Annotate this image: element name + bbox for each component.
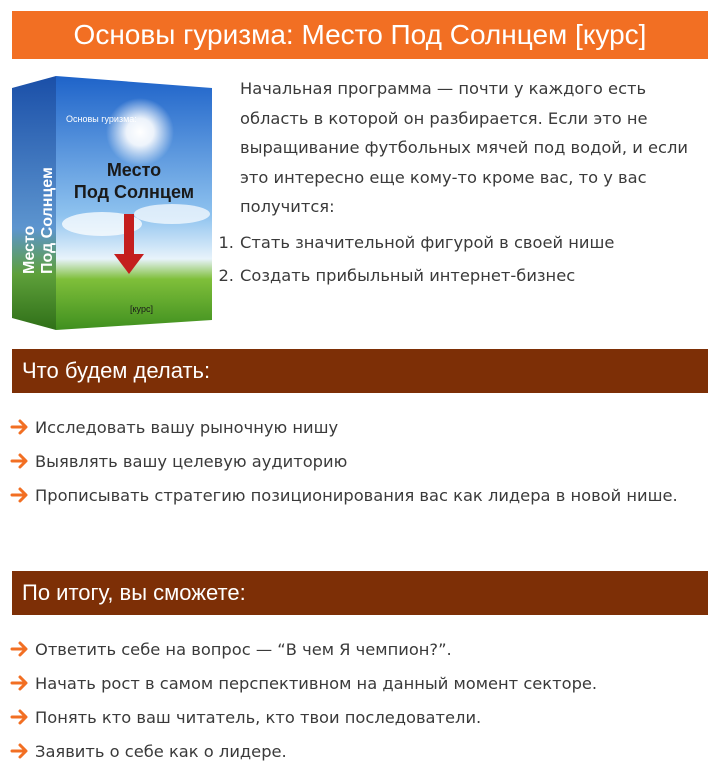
arrow-right-icon — [10, 418, 32, 436]
product-box-image — [12, 74, 222, 332]
section-heading-results: По итогу, вы сможете: — [12, 571, 708, 615]
page-title: Основы гуризма: Место Под Солнцем [курс] — [12, 11, 708, 59]
list-item — [10, 734, 597, 768]
list-item-text: Исследовать вашу рыночную нишу — [35, 417, 339, 437]
list-number: 2. — [218, 265, 234, 285]
list-item — [10, 700, 597, 734]
list-item-text: Ответить себе на вопрос — “В чем Я чемпион?”. — [35, 639, 452, 659]
box-side-line2: Под Солнцем — [39, 167, 56, 274]
list-item-text: Создать прибыльный интернет-бизнес — [240, 265, 576, 285]
list-item-text: Стать значительной фигурой в своей нише — [240, 232, 615, 252]
box-title-line1: Место — [106, 160, 162, 180]
arrow-right-icon — [10, 486, 32, 504]
arrow-right-icon — [10, 452, 32, 470]
list-item-text: Заявить о себе как о лидере. — [35, 741, 287, 761]
arrow-right-icon — [10, 742, 32, 760]
list-item — [10, 410, 678, 444]
intro-section — [12, 74, 712, 336]
intro-paragraph: Начальная программа — почти у каждого есть область в которой он разбирается. Если это не выращивание футбольных мячей под водой, и если это интересно еще кому-то кроме вас, то у вас получится: — [240, 79, 688, 216]
list-item — [218, 226, 710, 259]
box-top-label: Основы гуризма: — [66, 114, 137, 124]
box-title-line2: Под Солнцем — [73, 182, 195, 202]
list-item — [10, 444, 678, 478]
intro-text — [218, 74, 710, 292]
what-we-do-list — [10, 410, 678, 512]
list-item — [10, 632, 597, 666]
arrow-right-icon — [10, 674, 32, 692]
list-item-text: Понять кто ваш читатель, кто твои последователи. — [35, 707, 482, 727]
list-item — [10, 666, 597, 700]
arrow-right-icon — [10, 708, 32, 726]
box-side-line1: Место — [21, 225, 38, 274]
list-item — [218, 259, 710, 292]
results-list — [10, 632, 597, 768]
section-heading-what-we-do: Что будем делать: — [12, 349, 708, 393]
arrow-right-icon — [10, 640, 32, 658]
list-item — [10, 478, 678, 512]
list-item-text: Выявлять вашу целевую аудиторию — [35, 451, 348, 471]
goals-list — [218, 226, 710, 292]
box-tag: [курс] — [130, 304, 153, 314]
list-item-text: Прописывать стратегию позиционирования вас как лидера в новой нише. — [35, 485, 678, 505]
list-number: 1. — [218, 232, 234, 252]
list-item-text: Начать рост в самом перспективном на данный момент секторе. — [35, 673, 598, 693]
